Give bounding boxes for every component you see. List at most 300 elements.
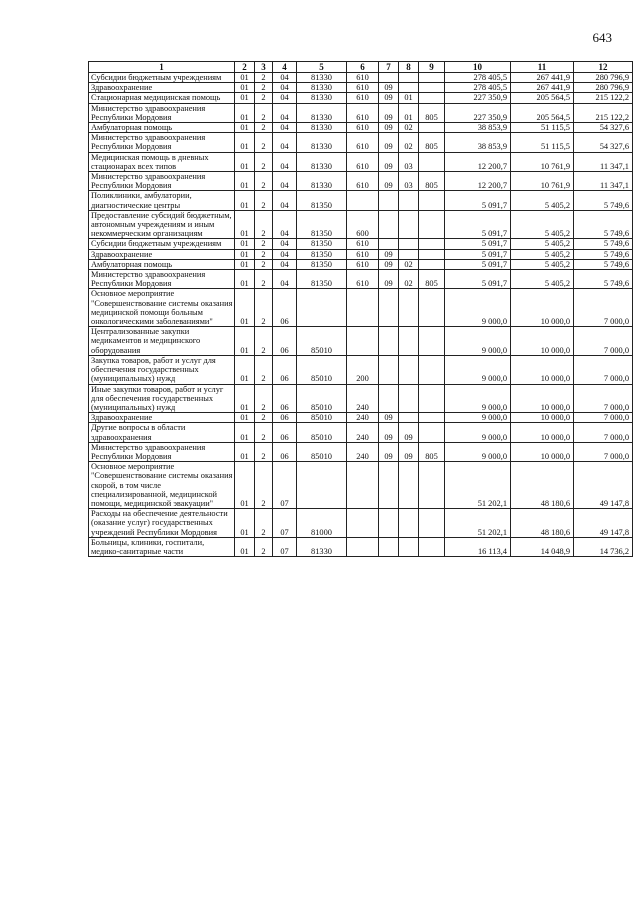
code-col-6: 240 bbox=[347, 413, 379, 423]
code-col-2: 01 bbox=[235, 103, 255, 122]
amount-col-12: 215 122,2 bbox=[574, 103, 633, 122]
code-col-5: 85010 bbox=[297, 327, 347, 356]
table-row bbox=[89, 239, 633, 249]
code-col-3: 2 bbox=[255, 123, 273, 133]
code-col-3: 2 bbox=[255, 327, 273, 356]
code-col-2: 01 bbox=[235, 384, 255, 413]
amount-col-11: 10 000,0 bbox=[511, 423, 574, 442]
code-col-3: 2 bbox=[255, 413, 273, 423]
code-col-2: 01 bbox=[235, 249, 255, 259]
amount-col-11: 10 000,0 bbox=[511, 413, 574, 423]
code-col-5: 81330 bbox=[297, 152, 347, 171]
amount-col-11: 5 405,2 bbox=[511, 210, 574, 239]
code-col-2: 01 bbox=[235, 93, 255, 103]
code-col-6: 610 bbox=[347, 239, 379, 249]
code-col-6 bbox=[347, 537, 379, 556]
amount-col-11: 48 180,6 bbox=[511, 509, 574, 538]
amount-col-12: 5 749,6 bbox=[574, 210, 633, 239]
code-col-6: 610 bbox=[347, 270, 379, 289]
code-col-5: 81350 bbox=[297, 270, 347, 289]
code-col-9 bbox=[419, 249, 445, 259]
row-name: Субсидии бюджетным учреждениям bbox=[89, 73, 235, 83]
row-name: Здравоохранение bbox=[89, 249, 235, 259]
code-col-4: 04 bbox=[273, 172, 297, 191]
code-col-7: 09 bbox=[379, 133, 399, 152]
table-row bbox=[89, 103, 633, 122]
code-col-3: 2 bbox=[255, 355, 273, 384]
column-header: 3 bbox=[255, 62, 273, 73]
code-col-9 bbox=[419, 83, 445, 93]
amount-col-12: 11 347,1 bbox=[574, 152, 633, 171]
code-col-5: 85010 bbox=[297, 355, 347, 384]
code-col-7: 09 bbox=[379, 270, 399, 289]
code-col-8 bbox=[399, 83, 419, 93]
column-header: 12 bbox=[574, 62, 633, 73]
amount-col-12: 54 327,6 bbox=[574, 133, 633, 152]
code-col-5: 81350 bbox=[297, 210, 347, 239]
code-col-9: 805 bbox=[419, 103, 445, 122]
code-col-4: 04 bbox=[273, 83, 297, 93]
amount-col-11: 10 000,0 bbox=[511, 327, 574, 356]
column-header: 1 bbox=[89, 62, 235, 73]
code-col-8: 01 bbox=[399, 93, 419, 103]
code-col-7 bbox=[379, 73, 399, 83]
table-row bbox=[89, 509, 633, 538]
amount-col-12: 7 000,0 bbox=[574, 355, 633, 384]
code-col-2: 01 bbox=[235, 239, 255, 249]
code-col-5: 81350 bbox=[297, 239, 347, 249]
table-row bbox=[89, 152, 633, 171]
table-row bbox=[89, 123, 633, 133]
code-col-6: 610 bbox=[347, 133, 379, 152]
amount-col-10: 16 113,4 bbox=[445, 537, 511, 556]
row-name: Поликлиники, амбулатории, диагностические центры bbox=[89, 191, 235, 210]
row-name: Министерство здравоохранения Республики Мордовия bbox=[89, 103, 235, 122]
code-col-9: 805 bbox=[419, 133, 445, 152]
code-col-5: 81000 bbox=[297, 509, 347, 538]
code-col-8: 03 bbox=[399, 152, 419, 171]
code-col-5: 81330 bbox=[297, 83, 347, 93]
code-col-6: 610 bbox=[347, 172, 379, 191]
amount-col-10: 278 405,5 bbox=[445, 73, 511, 83]
amount-col-10: 5 091,7 bbox=[445, 270, 511, 289]
code-col-4: 04 bbox=[273, 133, 297, 152]
code-col-2: 01 bbox=[235, 210, 255, 239]
code-col-6 bbox=[347, 509, 379, 538]
code-col-4: 04 bbox=[273, 239, 297, 249]
page-number: 643 bbox=[592, 30, 612, 45]
amount-col-12: 7 000,0 bbox=[574, 413, 633, 423]
table-row bbox=[89, 355, 633, 384]
code-col-9: 805 bbox=[419, 270, 445, 289]
amount-col-11: 10 761,9 bbox=[511, 152, 574, 171]
amount-col-12: 11 347,1 bbox=[574, 172, 633, 191]
code-col-4: 07 bbox=[273, 509, 297, 538]
code-col-9 bbox=[419, 289, 445, 327]
table-row bbox=[89, 210, 633, 239]
code-col-2: 01 bbox=[235, 289, 255, 327]
amount-col-10: 9 000,0 bbox=[445, 413, 511, 423]
code-col-5: 81350 bbox=[297, 249, 347, 259]
code-col-6 bbox=[347, 191, 379, 210]
amount-col-12: 14 736,2 bbox=[574, 537, 633, 556]
row-name: Медицинская помощь в дневных стационарах всех типов bbox=[89, 152, 235, 171]
amount-col-12: 7 000,0 bbox=[574, 327, 633, 356]
amount-col-10: 9 000,0 bbox=[445, 384, 511, 413]
code-col-8 bbox=[399, 509, 419, 538]
amount-col-10: 38 853,9 bbox=[445, 133, 511, 152]
table-row bbox=[89, 442, 633, 461]
table-row bbox=[89, 133, 633, 152]
amount-col-12: 215 122,2 bbox=[574, 93, 633, 103]
header-row bbox=[89, 62, 633, 73]
row-name: Основное мероприятие "Совершенствование системы оказания скорой, в том числе специализированной, медицинской помощи, медицинской эвакуации" bbox=[89, 462, 235, 509]
code-col-9 bbox=[419, 191, 445, 210]
code-col-5: 81330 bbox=[297, 93, 347, 103]
amount-col-11: 10 000,0 bbox=[511, 289, 574, 327]
amount-col-10: 9 000,0 bbox=[445, 327, 511, 356]
code-col-7 bbox=[379, 191, 399, 210]
code-col-3: 2 bbox=[255, 103, 273, 122]
amount-col-10: 9 000,0 bbox=[445, 289, 511, 327]
row-name: Амбулаторная помощь bbox=[89, 123, 235, 133]
amount-col-11: 10 000,0 bbox=[511, 384, 574, 413]
code-col-8 bbox=[399, 289, 419, 327]
row-name: Закупка товаров, работ и услуг для обеспечения государственных (муниципальных) нужд bbox=[89, 355, 235, 384]
code-col-2: 01 bbox=[235, 133, 255, 152]
code-col-6: 600 bbox=[347, 210, 379, 239]
code-col-9 bbox=[419, 259, 445, 269]
code-col-4: 04 bbox=[273, 123, 297, 133]
code-col-5: 81330 bbox=[297, 103, 347, 122]
code-col-8 bbox=[399, 249, 419, 259]
code-col-6: 610 bbox=[347, 103, 379, 122]
amount-col-11: 5 405,2 bbox=[511, 249, 574, 259]
code-col-7 bbox=[379, 327, 399, 356]
amount-col-12: 7 000,0 bbox=[574, 384, 633, 413]
amount-col-11: 267 441,9 bbox=[511, 73, 574, 83]
code-col-7 bbox=[379, 355, 399, 384]
code-col-6: 240 bbox=[347, 423, 379, 442]
code-col-9: 805 bbox=[419, 442, 445, 461]
code-col-7 bbox=[379, 509, 399, 538]
amount-col-10: 5 091,7 bbox=[445, 210, 511, 239]
table-row bbox=[89, 249, 633, 259]
code-col-7: 09 bbox=[379, 423, 399, 442]
code-col-6: 610 bbox=[347, 249, 379, 259]
code-col-7: 09 bbox=[379, 103, 399, 122]
code-col-2: 01 bbox=[235, 172, 255, 191]
table-row bbox=[89, 83, 633, 93]
amount-col-10: 51 202,1 bbox=[445, 509, 511, 538]
column-header: 5 bbox=[297, 62, 347, 73]
code-col-8: 02 bbox=[399, 270, 419, 289]
code-col-2: 01 bbox=[235, 413, 255, 423]
amount-col-11: 205 564,5 bbox=[511, 93, 574, 103]
code-col-3: 2 bbox=[255, 270, 273, 289]
code-col-4: 06 bbox=[273, 413, 297, 423]
table-row bbox=[89, 537, 633, 556]
amount-col-10: 51 202,1 bbox=[445, 462, 511, 509]
code-col-7 bbox=[379, 239, 399, 249]
amount-col-10: 9 000,0 bbox=[445, 423, 511, 442]
column-header: 11 bbox=[511, 62, 574, 73]
code-col-3: 2 bbox=[255, 537, 273, 556]
code-col-8: 02 bbox=[399, 133, 419, 152]
code-col-4: 06 bbox=[273, 327, 297, 356]
code-col-3: 2 bbox=[255, 73, 273, 83]
code-col-5: 81350 bbox=[297, 191, 347, 210]
amount-col-10: 278 405,5 bbox=[445, 83, 511, 93]
code-col-4: 06 bbox=[273, 423, 297, 442]
amount-col-10: 12 200,7 bbox=[445, 152, 511, 171]
code-col-3: 2 bbox=[255, 239, 273, 249]
code-col-9 bbox=[419, 123, 445, 133]
table-row bbox=[89, 259, 633, 269]
table-row bbox=[89, 172, 633, 191]
code-col-5 bbox=[297, 462, 347, 509]
code-col-2: 01 bbox=[235, 423, 255, 442]
code-col-3: 2 bbox=[255, 289, 273, 327]
code-col-7: 09 bbox=[379, 172, 399, 191]
amount-col-10: 227 350,9 bbox=[445, 103, 511, 122]
code-col-5: 81330 bbox=[297, 133, 347, 152]
code-col-5: 81330 bbox=[297, 73, 347, 83]
table-body bbox=[89, 73, 633, 557]
code-col-9 bbox=[419, 384, 445, 413]
table-row bbox=[89, 413, 633, 423]
table-row bbox=[89, 270, 633, 289]
amount-col-12: 280 796,9 bbox=[574, 73, 633, 83]
code-col-5: 85010 bbox=[297, 423, 347, 442]
code-col-9 bbox=[419, 93, 445, 103]
amount-col-11: 5 405,2 bbox=[511, 259, 574, 269]
amount-col-11: 14 048,9 bbox=[511, 537, 574, 556]
code-col-8: 01 bbox=[399, 103, 419, 122]
code-col-8: 02 bbox=[399, 259, 419, 269]
code-col-4: 04 bbox=[273, 259, 297, 269]
code-col-7: 09 bbox=[379, 413, 399, 423]
table-row bbox=[89, 423, 633, 442]
table-row bbox=[89, 462, 633, 509]
code-col-2: 01 bbox=[235, 83, 255, 93]
row-name: Основное мероприятие "Совершенствование системы оказания медицинской помощи больным онкологическими заболеваниями" bbox=[89, 289, 235, 327]
code-col-6 bbox=[347, 289, 379, 327]
code-col-3: 2 bbox=[255, 249, 273, 259]
code-col-3: 2 bbox=[255, 509, 273, 538]
table-row bbox=[89, 289, 633, 327]
code-col-2: 01 bbox=[235, 355, 255, 384]
code-col-3: 2 bbox=[255, 384, 273, 413]
code-col-5: 81330 bbox=[297, 537, 347, 556]
column-header: 4 bbox=[273, 62, 297, 73]
row-name: Субсидии бюджетным учреждениям bbox=[89, 239, 235, 249]
code-col-9 bbox=[419, 355, 445, 384]
code-col-5: 85010 bbox=[297, 413, 347, 423]
row-name: Иные закупки товаров, работ и услуг для обеспечения государственных (муниципальных) нужд bbox=[89, 384, 235, 413]
code-col-9 bbox=[419, 537, 445, 556]
code-col-9 bbox=[419, 327, 445, 356]
amount-col-11: 267 441,9 bbox=[511, 83, 574, 93]
code-col-9 bbox=[419, 239, 445, 249]
amount-col-10: 9 000,0 bbox=[445, 355, 511, 384]
code-col-6: 610 bbox=[347, 93, 379, 103]
amount-col-11: 5 405,2 bbox=[511, 270, 574, 289]
code-col-4: 04 bbox=[273, 152, 297, 171]
column-header: 2 bbox=[235, 62, 255, 73]
code-col-7 bbox=[379, 384, 399, 413]
amount-col-11: 51 115,5 bbox=[511, 123, 574, 133]
code-col-9 bbox=[419, 509, 445, 538]
column-header: 6 bbox=[347, 62, 379, 73]
code-col-3: 2 bbox=[255, 172, 273, 191]
amount-col-12: 5 749,6 bbox=[574, 239, 633, 249]
column-header: 10 bbox=[445, 62, 511, 73]
table-row bbox=[89, 191, 633, 210]
amount-col-11: 10 761,9 bbox=[511, 172, 574, 191]
row-name: Больницы, клиники, госпитали, медико-санитарные части bbox=[89, 537, 235, 556]
code-col-6: 610 bbox=[347, 73, 379, 83]
amount-col-11: 48 180,6 bbox=[511, 462, 574, 509]
code-col-2: 01 bbox=[235, 259, 255, 269]
code-col-5 bbox=[297, 289, 347, 327]
code-col-8 bbox=[399, 413, 419, 423]
code-col-5: 81330 bbox=[297, 172, 347, 191]
row-name: Министерство здравоохранения Республики Мордовия bbox=[89, 270, 235, 289]
code-col-3: 2 bbox=[255, 462, 273, 509]
table-row bbox=[89, 327, 633, 356]
amount-col-12: 280 796,9 bbox=[574, 83, 633, 93]
code-col-8: 02 bbox=[399, 123, 419, 133]
code-col-9 bbox=[419, 423, 445, 442]
code-col-7: 09 bbox=[379, 152, 399, 171]
code-col-8 bbox=[399, 239, 419, 249]
code-col-3: 2 bbox=[255, 83, 273, 93]
code-col-3: 2 bbox=[255, 210, 273, 239]
code-col-6: 610 bbox=[347, 83, 379, 93]
amount-col-12: 7 000,0 bbox=[574, 442, 633, 461]
code-col-3: 2 bbox=[255, 423, 273, 442]
amount-col-10: 5 091,7 bbox=[445, 239, 511, 249]
code-col-4: 04 bbox=[273, 210, 297, 239]
column-header: 9 bbox=[419, 62, 445, 73]
code-col-7 bbox=[379, 462, 399, 509]
code-col-5: 81350 bbox=[297, 259, 347, 269]
amount-col-12: 5 749,6 bbox=[574, 270, 633, 289]
code-col-3: 2 bbox=[255, 191, 273, 210]
code-col-2: 01 bbox=[235, 73, 255, 83]
code-col-9 bbox=[419, 152, 445, 171]
code-col-4: 07 bbox=[273, 462, 297, 509]
code-col-4: 04 bbox=[273, 73, 297, 83]
code-col-7 bbox=[379, 210, 399, 239]
code-col-7 bbox=[379, 537, 399, 556]
code-col-2: 01 bbox=[235, 327, 255, 356]
code-col-2: 01 bbox=[235, 537, 255, 556]
code-col-7: 09 bbox=[379, 123, 399, 133]
code-col-6: 200 bbox=[347, 355, 379, 384]
amount-col-10: 227 350,9 bbox=[445, 93, 511, 103]
amount-col-11: 51 115,5 bbox=[511, 133, 574, 152]
code-col-2: 01 bbox=[235, 462, 255, 509]
code-col-7: 09 bbox=[379, 93, 399, 103]
code-col-6: 240 bbox=[347, 442, 379, 461]
code-col-9 bbox=[419, 73, 445, 83]
row-name: Амбулаторная помощь bbox=[89, 259, 235, 269]
code-col-4: 07 bbox=[273, 537, 297, 556]
amount-col-12: 49 147,8 bbox=[574, 462, 633, 509]
amount-col-10: 38 853,9 bbox=[445, 123, 511, 133]
table-row bbox=[89, 93, 633, 103]
code-col-8 bbox=[399, 191, 419, 210]
row-name: Министерство здравоохранения Республики Мордовия bbox=[89, 442, 235, 461]
amount-col-11: 10 000,0 bbox=[511, 355, 574, 384]
amount-col-12: 5 749,6 bbox=[574, 259, 633, 269]
code-col-5: 85010 bbox=[297, 384, 347, 413]
row-name: Здравоохранение bbox=[89, 413, 235, 423]
code-col-2: 01 bbox=[235, 509, 255, 538]
amount-col-10: 12 200,7 bbox=[445, 172, 511, 191]
code-col-6: 240 bbox=[347, 384, 379, 413]
code-col-2: 01 bbox=[235, 191, 255, 210]
code-col-4: 04 bbox=[273, 93, 297, 103]
code-col-8: 09 bbox=[399, 423, 419, 442]
code-col-4: 04 bbox=[273, 270, 297, 289]
row-name: Министерство здравоохранения Республики Мордовия bbox=[89, 172, 235, 191]
amount-col-12: 5 749,6 bbox=[574, 191, 633, 210]
amount-col-11: 5 405,2 bbox=[511, 191, 574, 210]
amount-col-12: 49 147,8 bbox=[574, 509, 633, 538]
table-row bbox=[89, 73, 633, 83]
code-col-3: 2 bbox=[255, 152, 273, 171]
code-col-2: 01 bbox=[235, 152, 255, 171]
amount-col-10: 5 091,7 bbox=[445, 259, 511, 269]
code-col-4: 04 bbox=[273, 103, 297, 122]
code-col-8 bbox=[399, 327, 419, 356]
code-col-7: 09 bbox=[379, 442, 399, 461]
code-col-6: 610 bbox=[347, 152, 379, 171]
code-col-3: 2 bbox=[255, 93, 273, 103]
code-col-5: 85010 bbox=[297, 442, 347, 461]
code-col-8: 09 bbox=[399, 442, 419, 461]
column-header: 8 bbox=[399, 62, 419, 73]
code-col-4: 06 bbox=[273, 289, 297, 327]
budget-table bbox=[88, 61, 633, 557]
code-col-4: 04 bbox=[273, 191, 297, 210]
code-col-9 bbox=[419, 413, 445, 423]
amount-col-10: 5 091,7 bbox=[445, 191, 511, 210]
amount-col-12: 7 000,0 bbox=[574, 423, 633, 442]
code-col-6: 610 bbox=[347, 123, 379, 133]
code-col-2: 01 bbox=[235, 123, 255, 133]
code-col-6: 610 bbox=[347, 259, 379, 269]
amount-col-10: 9 000,0 bbox=[445, 442, 511, 461]
amount-col-12: 5 749,6 bbox=[574, 249, 633, 259]
amount-col-12: 7 000,0 bbox=[574, 289, 633, 327]
column-header: 7 bbox=[379, 62, 399, 73]
code-col-7: 09 bbox=[379, 83, 399, 93]
code-col-9 bbox=[419, 210, 445, 239]
code-col-2: 01 bbox=[235, 442, 255, 461]
code-col-7: 09 bbox=[379, 249, 399, 259]
row-name: Расходы на обеспечение деятельности (оказание услуг) государственных учреждений Республики Мордовия bbox=[89, 509, 235, 538]
code-col-8: 03 bbox=[399, 172, 419, 191]
row-name: Здравоохранение bbox=[89, 83, 235, 93]
code-col-5: 81330 bbox=[297, 123, 347, 133]
code-col-7: 09 bbox=[379, 259, 399, 269]
code-col-8 bbox=[399, 73, 419, 83]
code-col-4: 06 bbox=[273, 384, 297, 413]
